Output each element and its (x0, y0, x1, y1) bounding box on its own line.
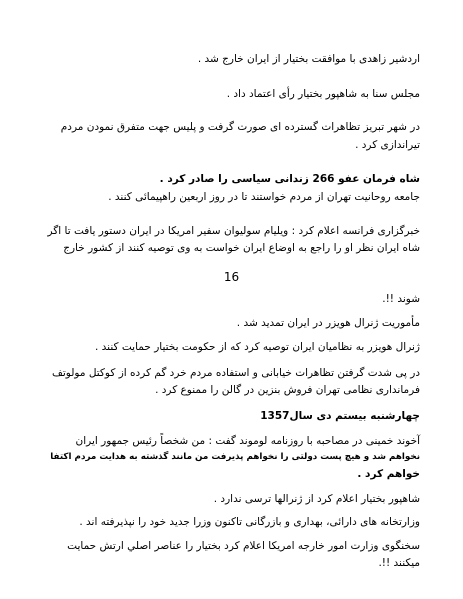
text-line-6: جامعه روحانیت تهران از مردم خواستند تا در روز اربعین راهپیمائی کنند . (108, 191, 420, 203)
text-line-7: خبرگزاری فرانسه اعلام کرد : ویلیام سولیوان سفیر امریکا در ایران دستور یافت تا اگر (47, 225, 420, 237)
page-number: 16 (223, 270, 240, 284)
text-line-8: شاه ایران نظر او را راجع به اوضاع ایران خواست به وی توصیه کنند از کشور خارج (63, 242, 420, 254)
text-line-2: مجلس سنا به شاهپور بختیار رأی اعتماد داد . (226, 88, 420, 100)
text-line-19: وزارتخانه های دارائی، بهداری و بازرگانی تاکنون وزرا جدید خود را نپذیرفته اند . (79, 516, 420, 528)
text-line-15: آخوند خمینی در مصاحبه با روزنامه لوموند گفت : من شخصاً رئیس جمهور ایران (75, 435, 420, 447)
text-line-18: شاهپور بختیار اعلام کرد از ژنرالها ترسی ندارد . (213, 493, 420, 505)
text-line-1: اردشیر زاهدی با موافقت بختیار از ایران خارج شد . (197, 53, 420, 65)
text-line-12: در پی شدت گرفتن تظاهرات خیابانی و استفاده مردم خرد گم کرده از کوکتل مولوتف (52, 367, 420, 379)
text-line-20: سخنگوی وزارت امور خارجه امریکا اعلام کرد بختیار را عناصر اصلي ارتش حمايت (67, 540, 420, 552)
text-line-21: میکنند !!. (378, 557, 420, 569)
text-line-17: خواهم کرد . (357, 468, 420, 480)
text-line-13: فرمانداری نظامی تهران فروش بنزین در گالن را ممنوع کرد . (155, 384, 420, 396)
text-line-10: مأموریت ژنرال هویزر در ایران تمدید شد . (236, 317, 420, 329)
text-line-9: شوند !!. (382, 293, 420, 305)
text-line-5: شاه فرمان عفو 266 زندانی سیاسی را صادر کرد . (159, 173, 420, 185)
text-line-11: ژنرال هویزر به نظامیان ایران توصیه کرد که از حکومت بختیار حمایت کنند . (95, 341, 420, 353)
text-line-3: در شهر تبریز تظاهرات گسترده ای صورت گرفت و پلیس جهت متفرق نمودن مردم (60, 121, 420, 133)
text-line-16: نخواهم شد و هیچ پست دولتی را نخواهم پذیرفت من مانند گذشته به هدایت مردم اکتفا (50, 452, 420, 462)
text-line-14: چهارشنبه بیستم دی سال1357 (260, 410, 420, 422)
text-line-4: تیراندازی کرد . (355, 139, 420, 151)
